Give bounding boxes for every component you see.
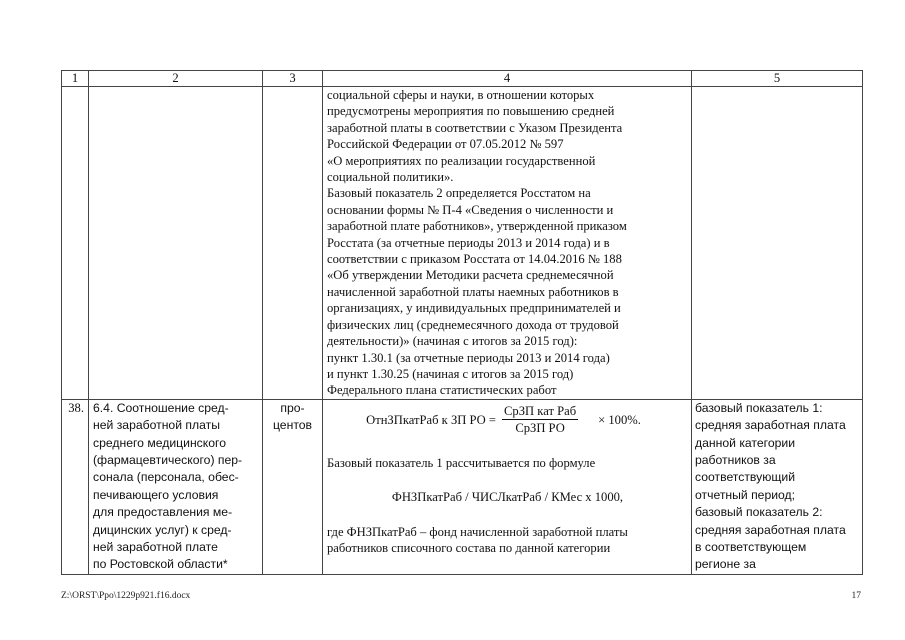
text-line: начисленной заработной платы наемных работников в [327,284,619,299]
text-line: организациях, у индивидуальных предпринимателей и [327,301,621,316]
method-text-cell [323,399,692,574]
text-line: про- [280,400,305,415]
method-text-cell [323,87,692,400]
header-col-4: 4 [323,71,692,87]
text-line: и пункт 1.30.25 (начиная с итогов за 2015 год) [327,366,574,381]
text-line: данной категории [695,435,796,450]
formula-numerator: СрЗП кат Раб [504,404,577,419]
text-line: соответствующий [695,470,796,485]
text-line: центов [272,418,313,433]
text-line: для предоставления ме- [93,505,233,520]
empty-cell [89,87,263,400]
text-line: социальной сферы и науки, в отношении которых [327,88,595,102]
text-line: ней заработной плате [93,539,218,554]
text-line: предусмотрены мероприятия по повышению средней [327,104,615,119]
text-line: «Об утверждении Методики расчета среднемесячной [327,268,614,283]
formula-lhs: ОтнЗПкатРаб к ЗП РО = [366,412,497,427]
formula-rhs: × 100%. [598,412,641,427]
header-col-2: 2 [89,71,263,87]
text-line: среднего медицинского [93,435,226,450]
spacer [327,437,688,455]
table-row-continuation [62,87,863,400]
text-line: Федерального плана статистических работ [327,383,557,398]
indicator-name-cell [89,399,263,574]
text-line: сонала (персонала, обес- [93,470,239,485]
text-line: заработной платы в соответствии с Указом Президента [327,120,623,135]
header-col-5: 5 [692,71,863,87]
text-line: базовый показатель 2: [695,505,823,520]
text-line: Базовый показатель 1 рассчитывается по формуле [327,455,596,470]
header-col-3: 3 [263,71,323,87]
text-line: «О мероприятиях по реализации государственной [327,153,596,168]
header-col-1: 1 [62,71,89,87]
table-header-row [62,71,863,87]
formula-fraction [502,404,578,435]
text-line: средняя заработная плата [695,522,846,537]
text-line: отчетный период; [695,487,796,502]
text-line: по Ростовской области* [93,557,228,572]
formula-denominator: СрЗП РО [515,421,565,436]
text-line: работников за [695,452,776,467]
formula-line: ФНЗПкатРаб / ЧИСЛкатРаб / КМес х 1000, [391,490,624,505]
ratio-formula [327,403,688,437]
page-number: 17 [851,591,861,601]
footer-file-path: Z:\ORST\Ppo\1229p921.f16.docx [61,591,191,601]
text-line: печивающего условия [93,487,219,502]
text-line: основании формы № П-4 «Сведения о численности и [327,202,614,217]
empty-cell [692,87,863,400]
text-line: физических лиц (среднемесячного дохода от трудовой [327,317,619,332]
indicator-table [61,70,863,575]
text-line: соответствии с приказом Росстата от 14.04.2016 № 188 [327,252,622,267]
unit-cell [263,399,323,574]
text-line: дицинских услуг) к сред- [93,522,232,537]
text-line: Российской Федерации от 07.05.2012 № 597 [327,137,564,152]
text-line: регионе за [695,557,756,572]
empty-cell [62,87,89,400]
text-line: базовый показатель 1: [695,400,823,415]
row-number: 38. [62,399,89,574]
text-line: в соответствующем [695,539,807,554]
text-line: заработной плате работников», утвержденной приказом [327,219,627,234]
empty-cell [263,87,323,400]
text-line: Росстата (за отчетные периоды 2013 и 2014 года) и в [327,235,610,250]
text-line: (фармацевтического) пер- [93,452,243,467]
text-line: где ФНЗПкатРаб – фонд начисленной заработной платы [327,524,628,539]
text-line: социальной политики». [327,170,454,185]
text-line: Базовый показатель 2 определяется Росстатом на [327,186,591,201]
spacer [327,506,688,524]
text-line: деятельности)» (начиная с итогов за 2015 год): [327,334,578,349]
spacer [327,471,688,489]
text-line: средняя заработная плата [695,418,846,433]
text-line: 6.4. Соотношение сред- [93,400,229,415]
table-row-38 [62,399,863,574]
text-line: ней заработной платы [93,418,220,433]
text-line: работников списочного состава по данной категории [327,540,611,555]
text-line: пункт 1.30.1 (за отчетные периоды 2013 и 2014 года) [327,350,610,365]
source-data-cell [692,399,863,574]
